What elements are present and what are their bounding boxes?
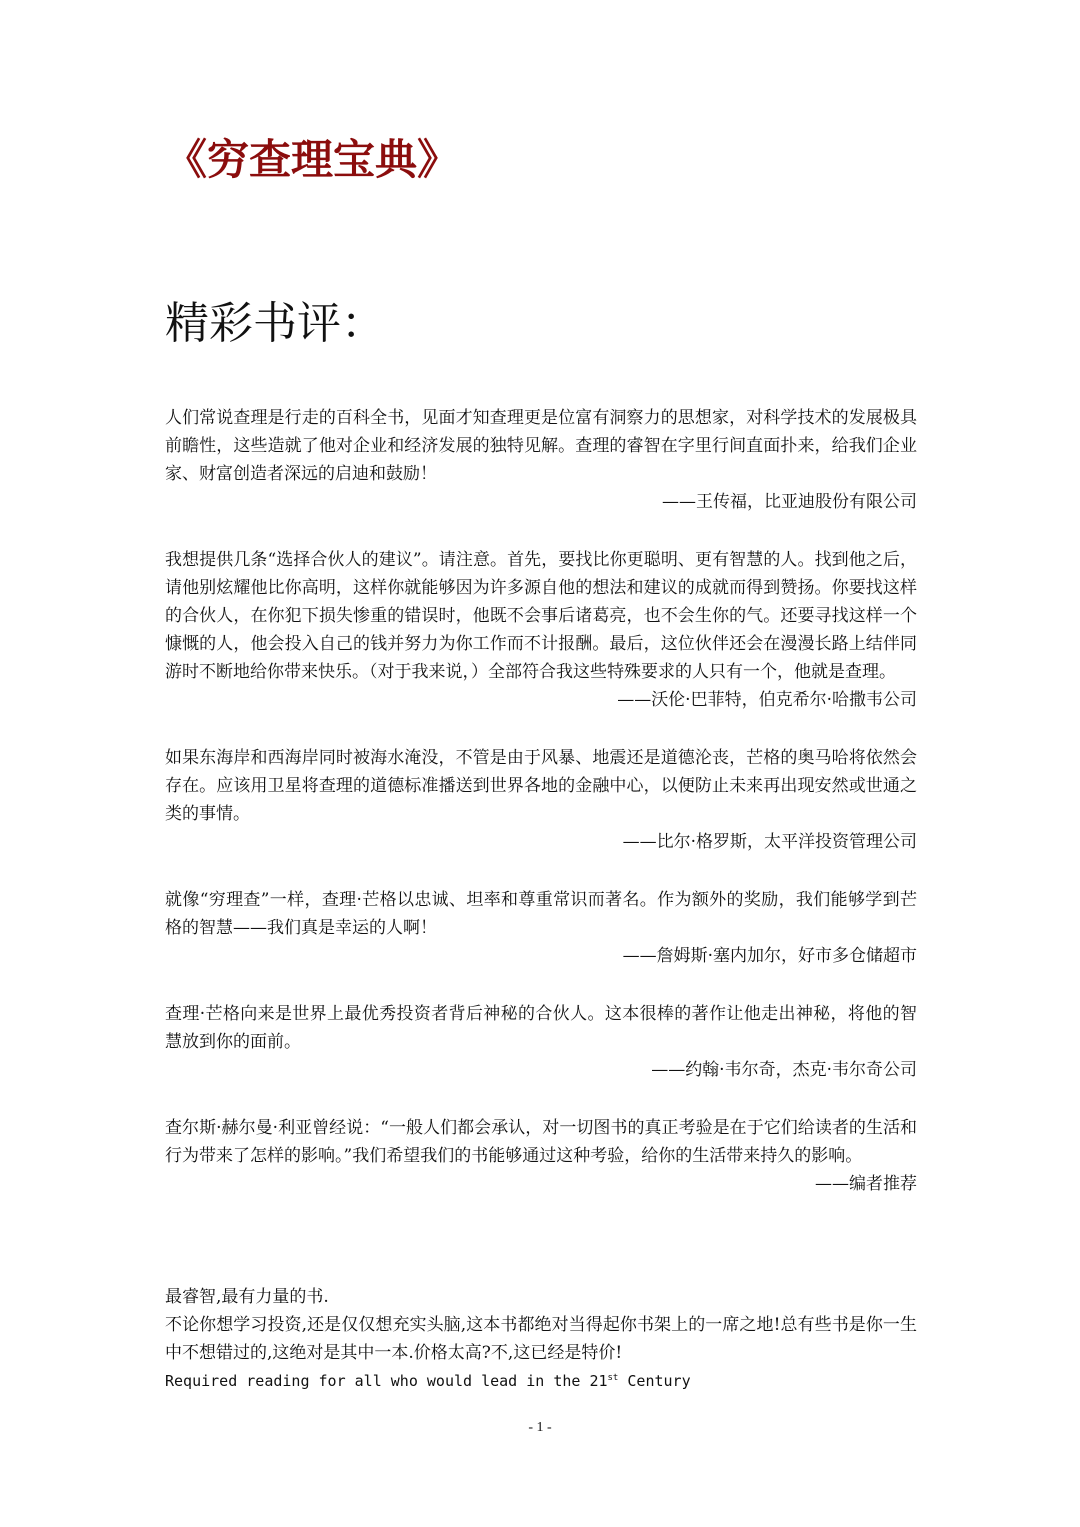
closing-headline: 最睿智,最有力量的书. bbox=[165, 1287, 329, 1307]
review-item bbox=[165, 404, 917, 516]
review-text: 人们常说查理是行走的百科全书，见面才知查理更是位富有洞察力的思想家，对科学技术的发展极具前瞻性，这些造就了他对企业和经济发展的独特见解。查理的睿智在字里行间直面扑来，给我们企业家、财富创造者深远的启迪和鼓励！ bbox=[165, 408, 917, 484]
closing-english-line bbox=[165, 1367, 917, 1395]
review-source: ——比尔·格罗斯，太平洋投资管理公司 bbox=[622, 832, 917, 852]
review-item bbox=[165, 886, 917, 970]
ordinal-suffix: st bbox=[607, 1373, 619, 1383]
page-number: - 1 - bbox=[528, 1420, 552, 1435]
reviews-list bbox=[165, 404, 917, 1228]
english-text-start: Required reading for all who would lead in the 21 bbox=[165, 1372, 608, 1390]
review-text: 如果东海岸和西海岸同时被海水淹没，不管是由于风暴、地震还是道德沦丧，芒格的奥马哈将依然会存在。应该用卫星将查理的道德标准播送到世界各地的金融中心，以便防止未来再出现安然或世通之类的事情。 bbox=[165, 748, 917, 824]
review-text: 就像“穷理查”一样，查理·芒格以忠诚、坦率和尊重常识而著名。作为额外的奖励，我们能够学到芒格的智慧——我们真是幸运的人啊！ bbox=[165, 890, 917, 938]
review-source: ——约翰·韦尔奇，杰克·韦尔奇公司 bbox=[651, 1060, 917, 1080]
review-item bbox=[165, 546, 917, 714]
review-source: ——詹姆斯·塞内加尔，好市多仓储超市 bbox=[622, 946, 917, 966]
review-text: 查尔斯·赫尔曼·利亚曾经说：“一般人们都会承认，对一切图书的真正考验是在于它们给读者的生活和行为带来了怎样的影响。”我们希望我们的书能够通过这种考验，给你的生活带来持久的影响。 bbox=[165, 1118, 917, 1166]
book-title: 《穷查理宝典》 bbox=[165, 135, 460, 184]
english-text-end: Century bbox=[618, 1372, 691, 1390]
review-item bbox=[165, 744, 917, 856]
section-title: 精彩书评： bbox=[165, 298, 385, 349]
review-item bbox=[165, 1000, 917, 1084]
closing-section bbox=[165, 1283, 917, 1395]
review-text: 我想提供几条“选择合伙人的建议”。请注意。首先，要找比你更聪明、更有智慧的人。找到他之后，请他别炫耀他比你高明，这样你就能够因为许多源自他的想法和建议的成就而得到赞扬。你要找这样的合伙人，在你犯下损失惨重的错误时，他既不会事后诸葛亮，也不会生你的气。还要寻找这样一个慷慨的人，他会投入自己的钱并努力为你工作而不计报酬。最后，这位伙伴还会在漫漫长路上结伴同游时不断地给你带来快乐。（对于我来说，）全部符合我这些特殊要求的人只有一个，他就是查理。 bbox=[165, 550, 917, 682]
review-item bbox=[165, 1114, 917, 1198]
review-source: ——王传福，比亚迪股份有限公司 bbox=[662, 492, 917, 512]
review-source: ——编者推荐 bbox=[815, 1174, 917, 1194]
review-text: 查理·芒格向来是世界上最优秀投资者背后神秘的合伙人。这本很棒的著作让他走出神秘，将他的智慧放到你的面前。 bbox=[165, 1004, 917, 1052]
closing-paragraph: 不论你想学习投资,还是仅仅想充实头脑,这本书都绝对当得起你书架上的一席之地!总有些书是你一生中不想错过的,这绝对是其中一本.价格太高?不,这已经是特价! bbox=[165, 1315, 917, 1363]
review-source: ——沃伦·巴菲特，伯克希尔·哈撒韦公司 bbox=[617, 690, 917, 710]
